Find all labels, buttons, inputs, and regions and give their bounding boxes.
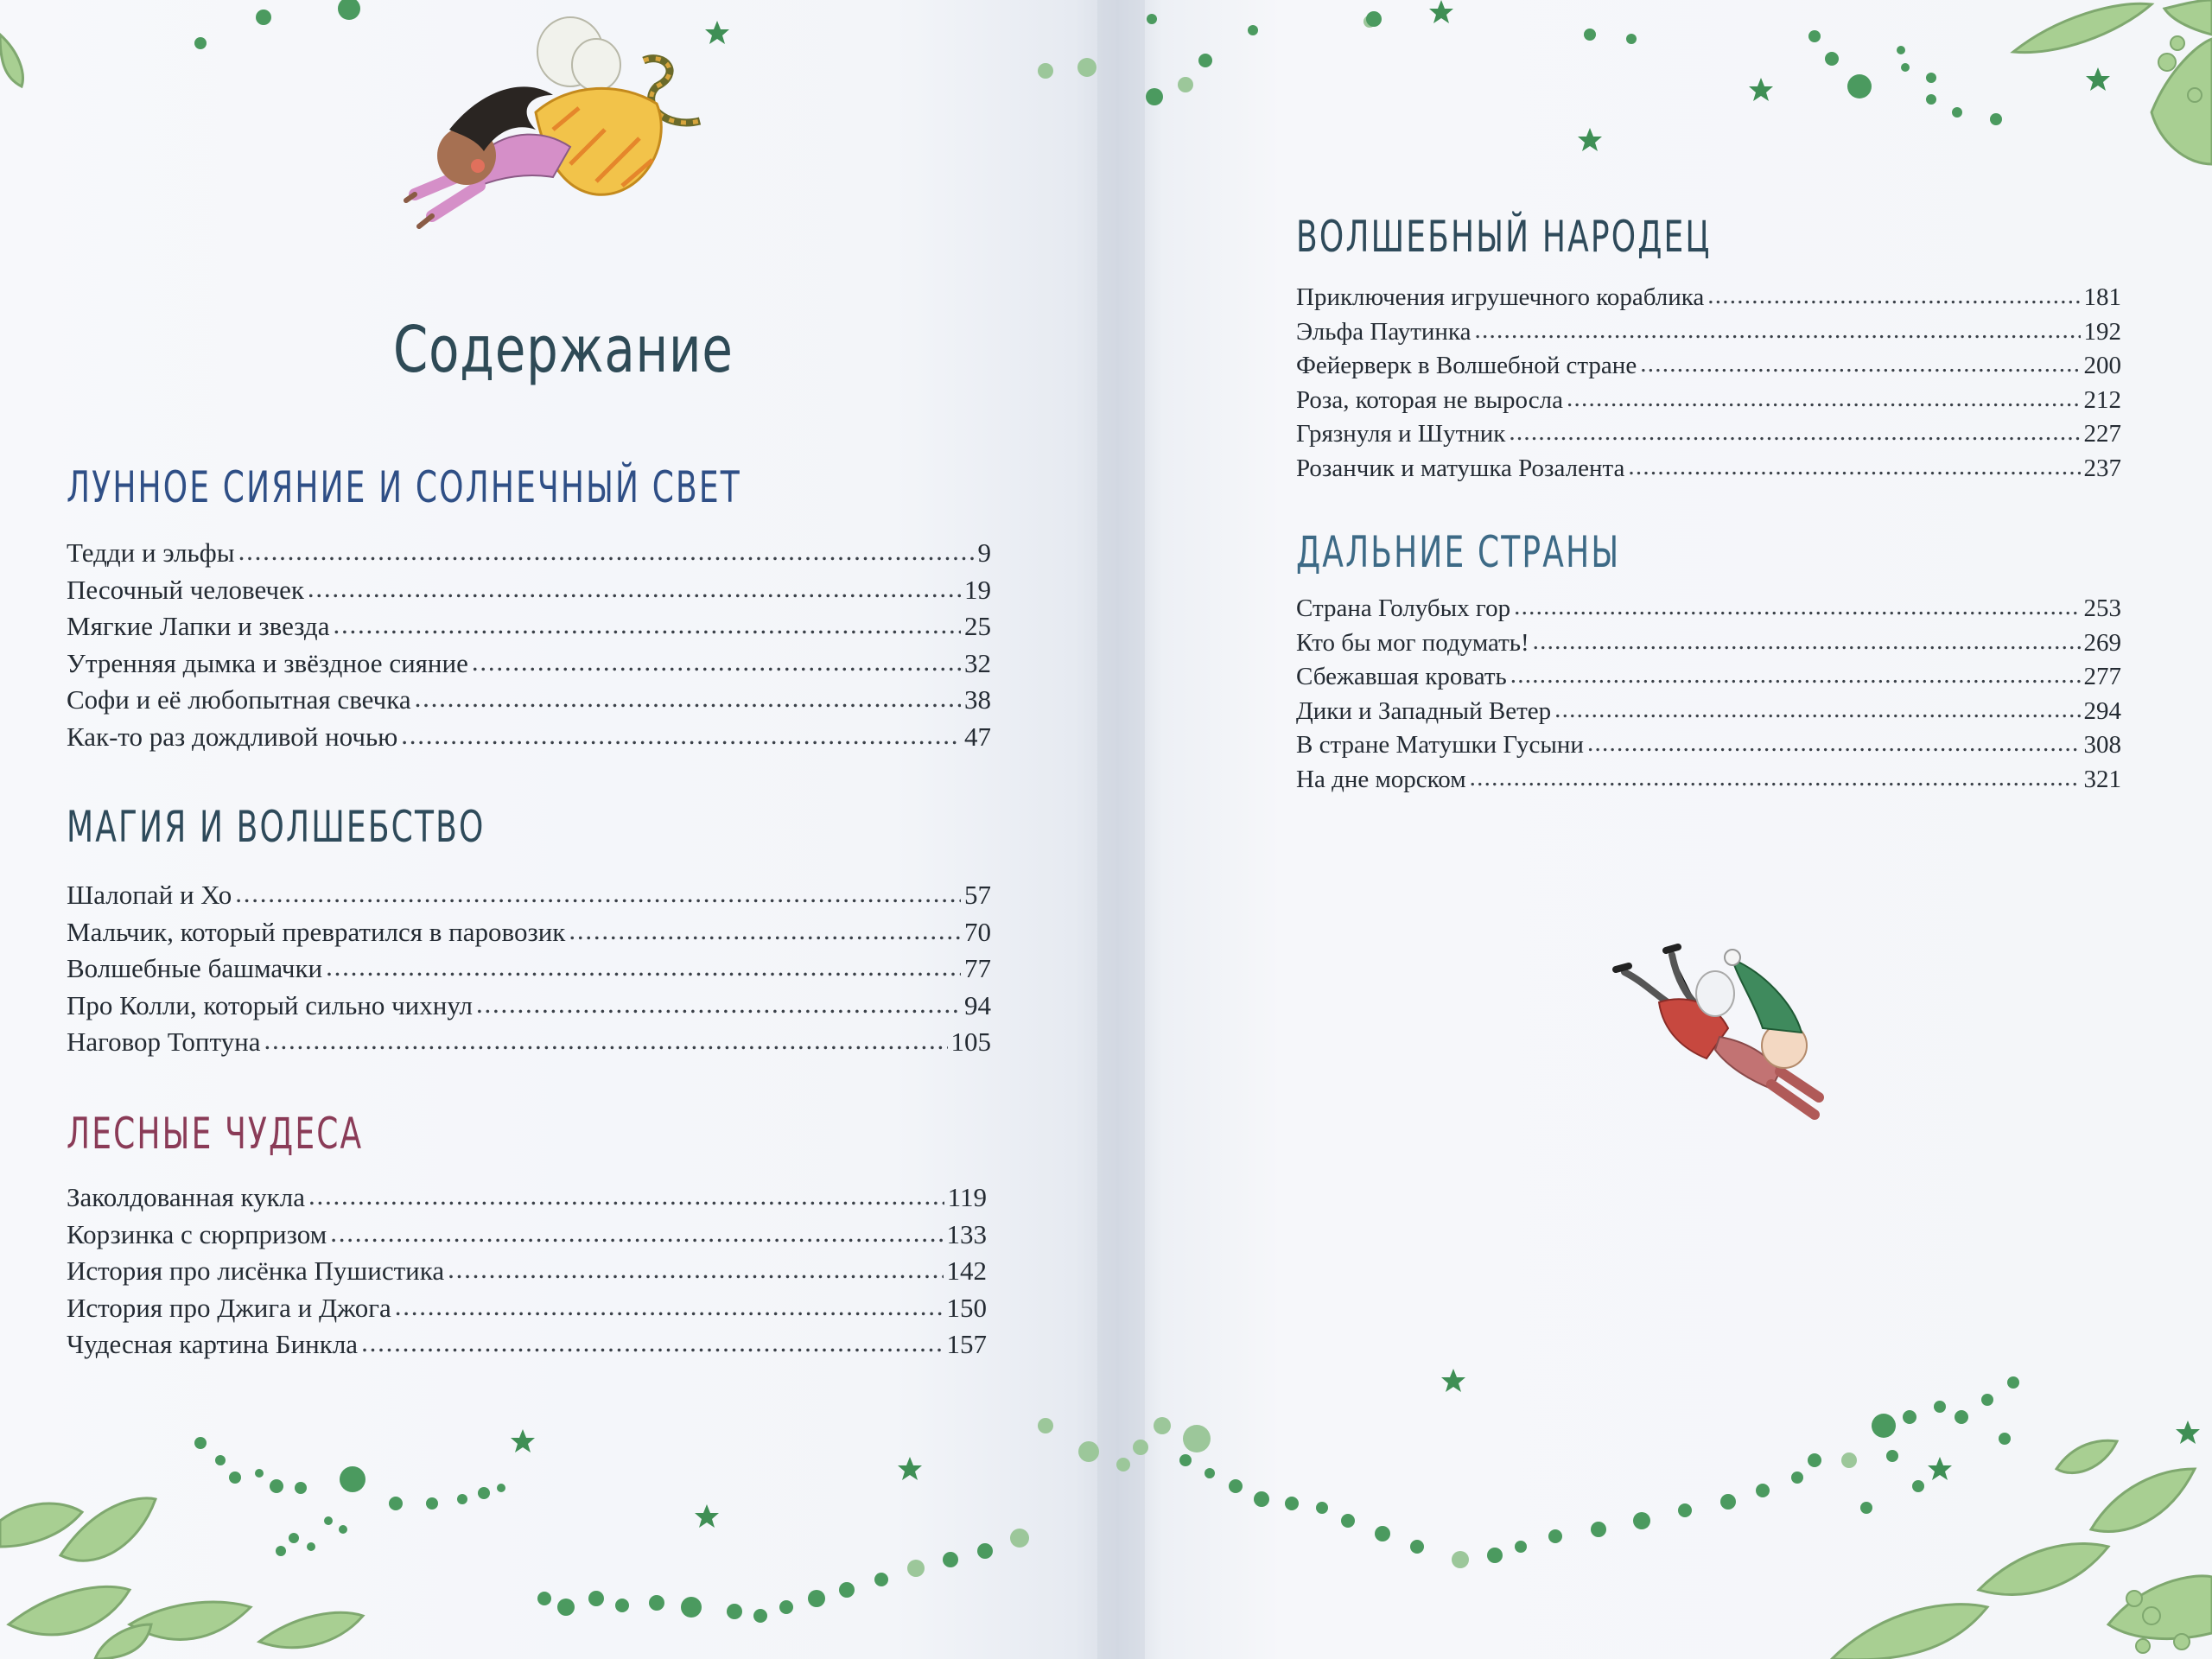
toc-entry-title: Волшебные башмачки [67, 953, 323, 984]
toc-list-moonlight [67, 537, 991, 759]
toc-entry-title: Софи и её любопытная свечка [67, 684, 411, 715]
toc-entry-title: Мягкие Лапки и звезда [67, 611, 330, 642]
toc-entry[interactable] [67, 575, 991, 612]
toc-entry[interactable] [67, 1027, 991, 1064]
section-heading-forest: ЛЕСНЫЕ ЧУДЕСА [67, 1109, 364, 1159]
dot-leader [361, 1327, 943, 1358]
toc-entry-page: 192 [2083, 317, 2121, 346]
toc-entry[interactable] [67, 721, 991, 759]
dot-leader [472, 646, 961, 677]
dot-leader [415, 683, 961, 714]
toc-list-magic [67, 880, 991, 1064]
toc-entry-page: 142 [946, 1255, 987, 1287]
toc-entry[interactable] [1296, 318, 2121, 353]
toc-entry[interactable] [67, 537, 991, 575]
toc-entry-page: 70 [964, 916, 991, 947]
dot-leader [1554, 696, 2080, 724]
dot-leader [308, 573, 961, 604]
toc-entry-title: Кто бы мог подумать! [1296, 628, 1529, 657]
toc-entry[interactable] [67, 611, 991, 648]
toc-entry-page: 200 [2083, 352, 2121, 379]
toc-entry[interactable] [67, 880, 991, 917]
toc-entry-page: 308 [2083, 731, 2121, 759]
toc-entry[interactable] [67, 648, 991, 685]
toc-entry-page: 253 [2083, 594, 2121, 622]
dot-leader [308, 1180, 944, 1211]
dot-leader [1509, 418, 2080, 447]
toc-entry-page: 57 [964, 880, 991, 910]
toc-entry-page: 212 [2083, 385, 2121, 414]
toc-entry-title: Мальчик, который превратился в паровозик [67, 916, 566, 947]
toc-entry-title: Песочный человечек [67, 574, 304, 605]
dot-leader [1567, 385, 2081, 413]
toc-entry-page: 133 [946, 1218, 987, 1249]
toc-entry-title: История про Джига и Джога [67, 1292, 391, 1323]
dot-leader [448, 1254, 943, 1285]
toc-entry-page: 157 [946, 1329, 987, 1360]
toc-entry[interactable] [67, 953, 991, 990]
toc-entry[interactable] [67, 1219, 987, 1256]
toc-entry-title: Про Колли, который сильно чихнул [67, 989, 473, 1020]
toc-entry-page: 38 [964, 684, 991, 715]
toc-entry-page: 9 [977, 537, 991, 568]
toc-entry-page: 237 [2083, 454, 2121, 482]
toc-entry-title: Корзинка с сюрпризом [67, 1218, 327, 1249]
toc-entry[interactable] [1296, 454, 2121, 489]
section-heading-magic: МАГИЯ И ВОЛШЕБСТВО [67, 802, 486, 852]
toc-entry-title: В стране Матушки Гусыни [1296, 731, 1584, 759]
section-heading-far-lands: ДАЛЬНИЕ СТРАНЫ [1296, 527, 1621, 577]
dot-leader [395, 1291, 944, 1322]
toc-entry-page: 47 [964, 721, 991, 752]
toc-entry-page: 19 [964, 574, 991, 605]
dot-leader [326, 951, 961, 982]
dot-leader [1474, 316, 2080, 345]
dot-leader [238, 536, 975, 567]
toc-entry-page: 150 [946, 1292, 987, 1323]
dot-leader [1707, 282, 2080, 310]
toc-entry[interactable] [1296, 766, 2121, 800]
toc-entry-title: Розанчик и матушка Розалента [1296, 454, 1625, 482]
dot-leader [333, 609, 961, 640]
toc-entry[interactable] [1296, 420, 2121, 454]
toc-entry-page: 105 [950, 1027, 991, 1058]
toc-entry-title: Заколдованная кукла [67, 1182, 305, 1212]
section-heading-magic-folk: ВОЛШЕБНЫЙ НАРОДЕЦ [1296, 212, 1712, 262]
toc-entry-title: Тедди и эльфы [67, 537, 235, 568]
dot-leader [1587, 729, 2081, 758]
toc-entry[interactable] [1296, 629, 2121, 664]
toc-entry-title: Эльфа Паутинка [1296, 317, 1471, 346]
toc-entry-title: Утренняя дымка и звёздное сияние [67, 647, 468, 678]
dot-leader [401, 720, 961, 751]
toc-entry-page: 181 [2083, 283, 2121, 311]
toc-entry-page: 321 [2083, 765, 2121, 793]
toc-entry-title: На дне морском [1296, 765, 1466, 793]
toc-entry[interactable] [1296, 663, 2121, 697]
toc-entry-title: Фейерверк в Волшебной стране [1296, 352, 1637, 379]
toc-entry[interactable] [67, 917, 991, 954]
toc-entry[interactable] [1296, 731, 2121, 766]
toc-entry[interactable] [1296, 697, 2121, 732]
toc-entry-title: Роза, которая не выросла [1296, 385, 1563, 414]
toc-entry-page: 119 [947, 1182, 987, 1212]
toc-list-magic-folk [1296, 283, 2121, 488]
dot-leader [1510, 661, 2081, 690]
dot-leader [264, 1025, 947, 1056]
toc-entry[interactable] [67, 1293, 987, 1330]
toc-entry-page: 227 [2083, 420, 2121, 448]
toc-list-far-lands [1296, 594, 2121, 799]
toc-entry-page: 277 [2083, 663, 2121, 690]
toc-entry-title: Чудесная картина Бинкла [67, 1329, 359, 1360]
dot-leader [330, 1217, 943, 1249]
toc-entry-page: 294 [2083, 696, 2121, 725]
toc-title: Содержание [393, 313, 734, 387]
dot-leader [235, 878, 961, 909]
toc-list-forest [67, 1182, 987, 1366]
section-heading-moonlight: ЛУННОЕ СИЯНИЕ И СОЛНЕЧНЫЙ СВЕТ [67, 462, 741, 512]
dot-leader [1533, 627, 2081, 656]
dot-leader [1640, 350, 2080, 378]
toc-entry[interactable] [67, 990, 991, 1027]
toc-entry-title: Дики и Западный Ветер [1296, 696, 1552, 725]
toc-entry[interactable] [67, 1329, 987, 1366]
toc-entry-title: Шалопай и Хо [67, 880, 232, 910]
toc-entry[interactable] [67, 684, 991, 721]
toc-entry-title: Как-то раз дождливой ночью [67, 721, 398, 752]
toc-entry-page: 269 [2083, 628, 2121, 657]
toc-entry[interactable] [1296, 352, 2121, 386]
toc-entry-page: 32 [964, 647, 991, 678]
toc-entry-title: Грязнуля и Шутник [1296, 420, 1506, 448]
toc-entry-title: Сбежавшая кровать [1296, 663, 1507, 690]
dot-leader [1514, 593, 2080, 621]
toc-entry-title: Страна Голубых гор [1296, 594, 1511, 622]
toc-entry-page: 94 [964, 989, 991, 1020]
dot-leader [569, 915, 961, 946]
toc-entry[interactable] [67, 1182, 987, 1219]
dot-leader [1628, 453, 2080, 481]
toc-entry[interactable] [1296, 283, 2121, 318]
toc-entry-title: Наговор Топтуна [67, 1027, 261, 1058]
dot-leader [1470, 764, 2081, 792]
dot-leader [476, 988, 961, 1020]
toc-entry[interactable] [67, 1255, 987, 1293]
toc-entry-title: Приключения игрушечного кораблика [1296, 283, 1705, 311]
toc-entry[interactable] [1296, 386, 2121, 421]
toc-entry-page: 25 [964, 611, 991, 642]
toc-entry[interactable] [1296, 594, 2121, 629]
toc-entry-title: История про лисёнка Пушистика [67, 1255, 445, 1287]
toc-entry-page: 77 [964, 953, 991, 984]
